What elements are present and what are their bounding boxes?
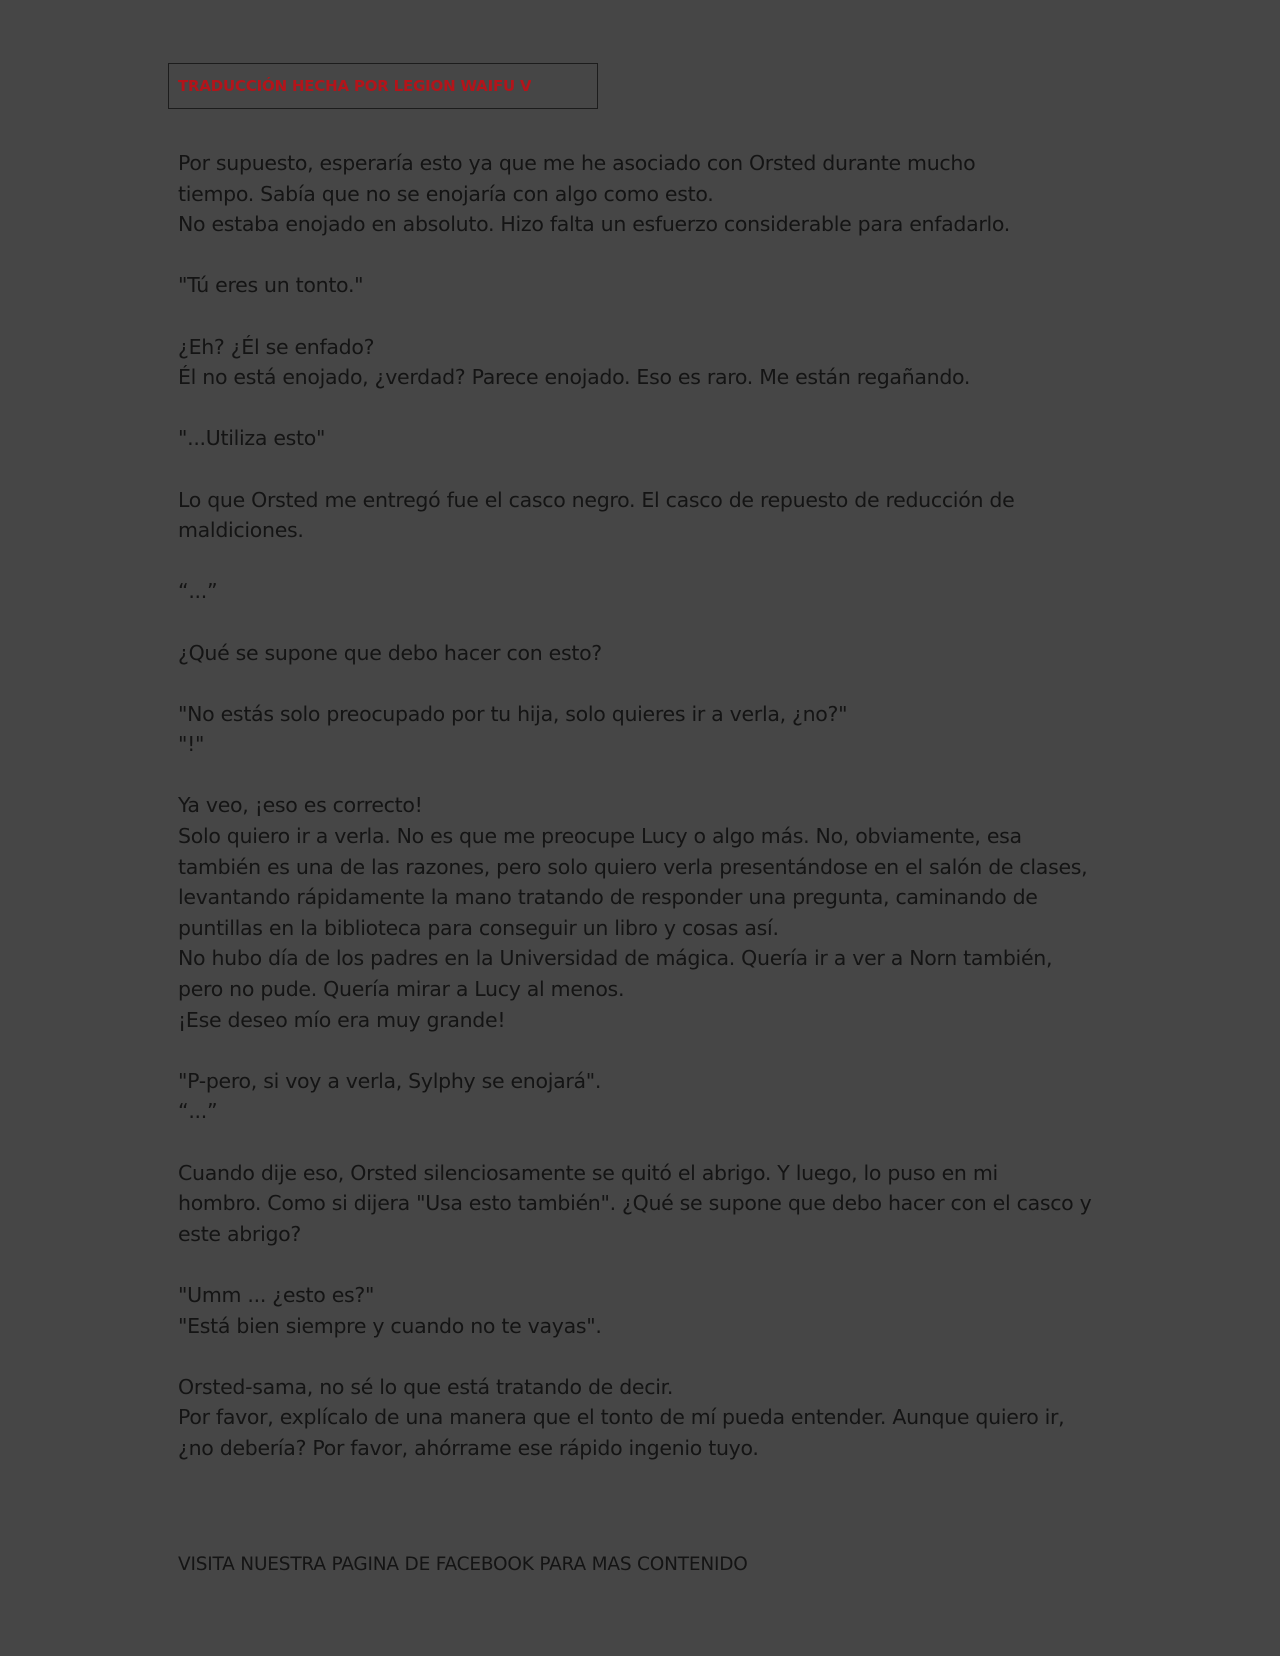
text-line: levantando rápidamente la mano tratando de responder una pregunta, caminando de <box>178 885 1038 910</box>
blank-line <box>178 301 1118 332</box>
translation-credit-box <box>168 63 598 109</box>
document-body <box>178 148 1118 1464</box>
text-line: "P-pero, si voy a verla, Sylphy se enojará". <box>178 1068 602 1093</box>
blank-line <box>178 240 1118 271</box>
text-line: "Tú eres un tonto." <box>178 273 364 298</box>
text-line: Él no está enojado, ¿verdad? Parece enojado. Eso es raro. Me están regañando. <box>178 365 971 390</box>
text-line: No hubo día de los padres en la Universidad de mágica. Quería ir a ver a Norn también, <box>178 946 1053 971</box>
text-line: Cuando dije eso, Orsted silenciosamente se quitó el abrigo. Y luego, lo puso en mi <box>178 1160 998 1185</box>
text-line: ¿Eh? ¿Él se enfado? <box>178 334 375 359</box>
text-line: "Está bien siempre y cuando no te vayas". <box>178 1313 602 1338</box>
blank-line <box>178 546 1118 577</box>
text-line: puntillas en la biblioteca para conseguir un libro y cosas así. <box>178 915 779 940</box>
blank-line <box>178 1249 1118 1280</box>
blank-line <box>178 454 1118 485</box>
text-line: “...” <box>178 579 218 604</box>
translation-credit-text: TRADUCCIÓN HECHA POR LEGION WAIFU V <box>178 77 532 95</box>
text-line: Orsted-sama, no sé lo que está tratando de decir. <box>178 1374 674 1399</box>
text-line: "...Utiliza esto" <box>178 426 326 451</box>
text-line: maldiciones. <box>178 518 304 543</box>
blank-line <box>178 760 1118 791</box>
text-line: Lo que Orsted me entregó fue el casco negro. El casco de repuesto de reducción de <box>178 487 1015 512</box>
text-line: ¡Ese deseo mío era muy grande! <box>178 1007 506 1032</box>
text-line: este abrigo? <box>178 1221 301 1246</box>
text-line: pero no pude. Quería mirar a Lucy al menos. <box>178 977 625 1002</box>
text-line: tiempo. Sabía que no se enojaría con algo como esto. <box>178 181 714 206</box>
text-line: ¿Qué se supone que debo hacer con esto? <box>178 640 602 665</box>
blank-line <box>178 1341 1118 1372</box>
blank-line <box>178 607 1118 638</box>
text-line: "Umm ... ¿esto es?" <box>178 1282 375 1307</box>
blank-line <box>178 668 1118 699</box>
facebook-promo-footer: VISITA NUESTRA PAGINA DE FACEBOOK PARA MAS CONTENIDO <box>178 1554 748 1575</box>
text-line: Ya veo, ¡eso es correcto! <box>178 793 423 818</box>
text-line: Por supuesto, esperaría esto ya que me he asociado con Orsted durante mucho <box>178 151 976 175</box>
text-line: Solo quiero ir a verla. No es que me preocupe Lucy o algo más. No, obviamente, esa <box>178 824 1022 849</box>
text-line: hombro. Como si dijera "Usa esto también". ¿Qué se supone que debo hacer con el casco y <box>178 1191 1092 1216</box>
text-line: “...” <box>178 1099 218 1124</box>
text-line: Por favor, explícalo de una manera que el tonto de mí pueda entender. Aunque quiero ir, <box>178 1405 1065 1430</box>
text-line: No estaba enojado en absoluto. Hizo falta un esfuerzo considerable para enfadarlo. <box>178 212 1010 237</box>
text-line: "!" <box>178 732 205 757</box>
blank-line <box>178 1127 1118 1158</box>
text-line: ¿no debería? Por favor, ahórrame ese rápido ingenio tuyo. <box>178 1435 759 1460</box>
blank-line <box>178 393 1118 424</box>
text-line: también es una de las razones, pero solo quiero verla presentándose en el salón de clases, <box>178 854 1088 879</box>
blank-line <box>178 1035 1118 1066</box>
text-line: "No estás solo preocupado por tu hija, solo quieres ir a verla, ¿no?" <box>178 701 848 726</box>
